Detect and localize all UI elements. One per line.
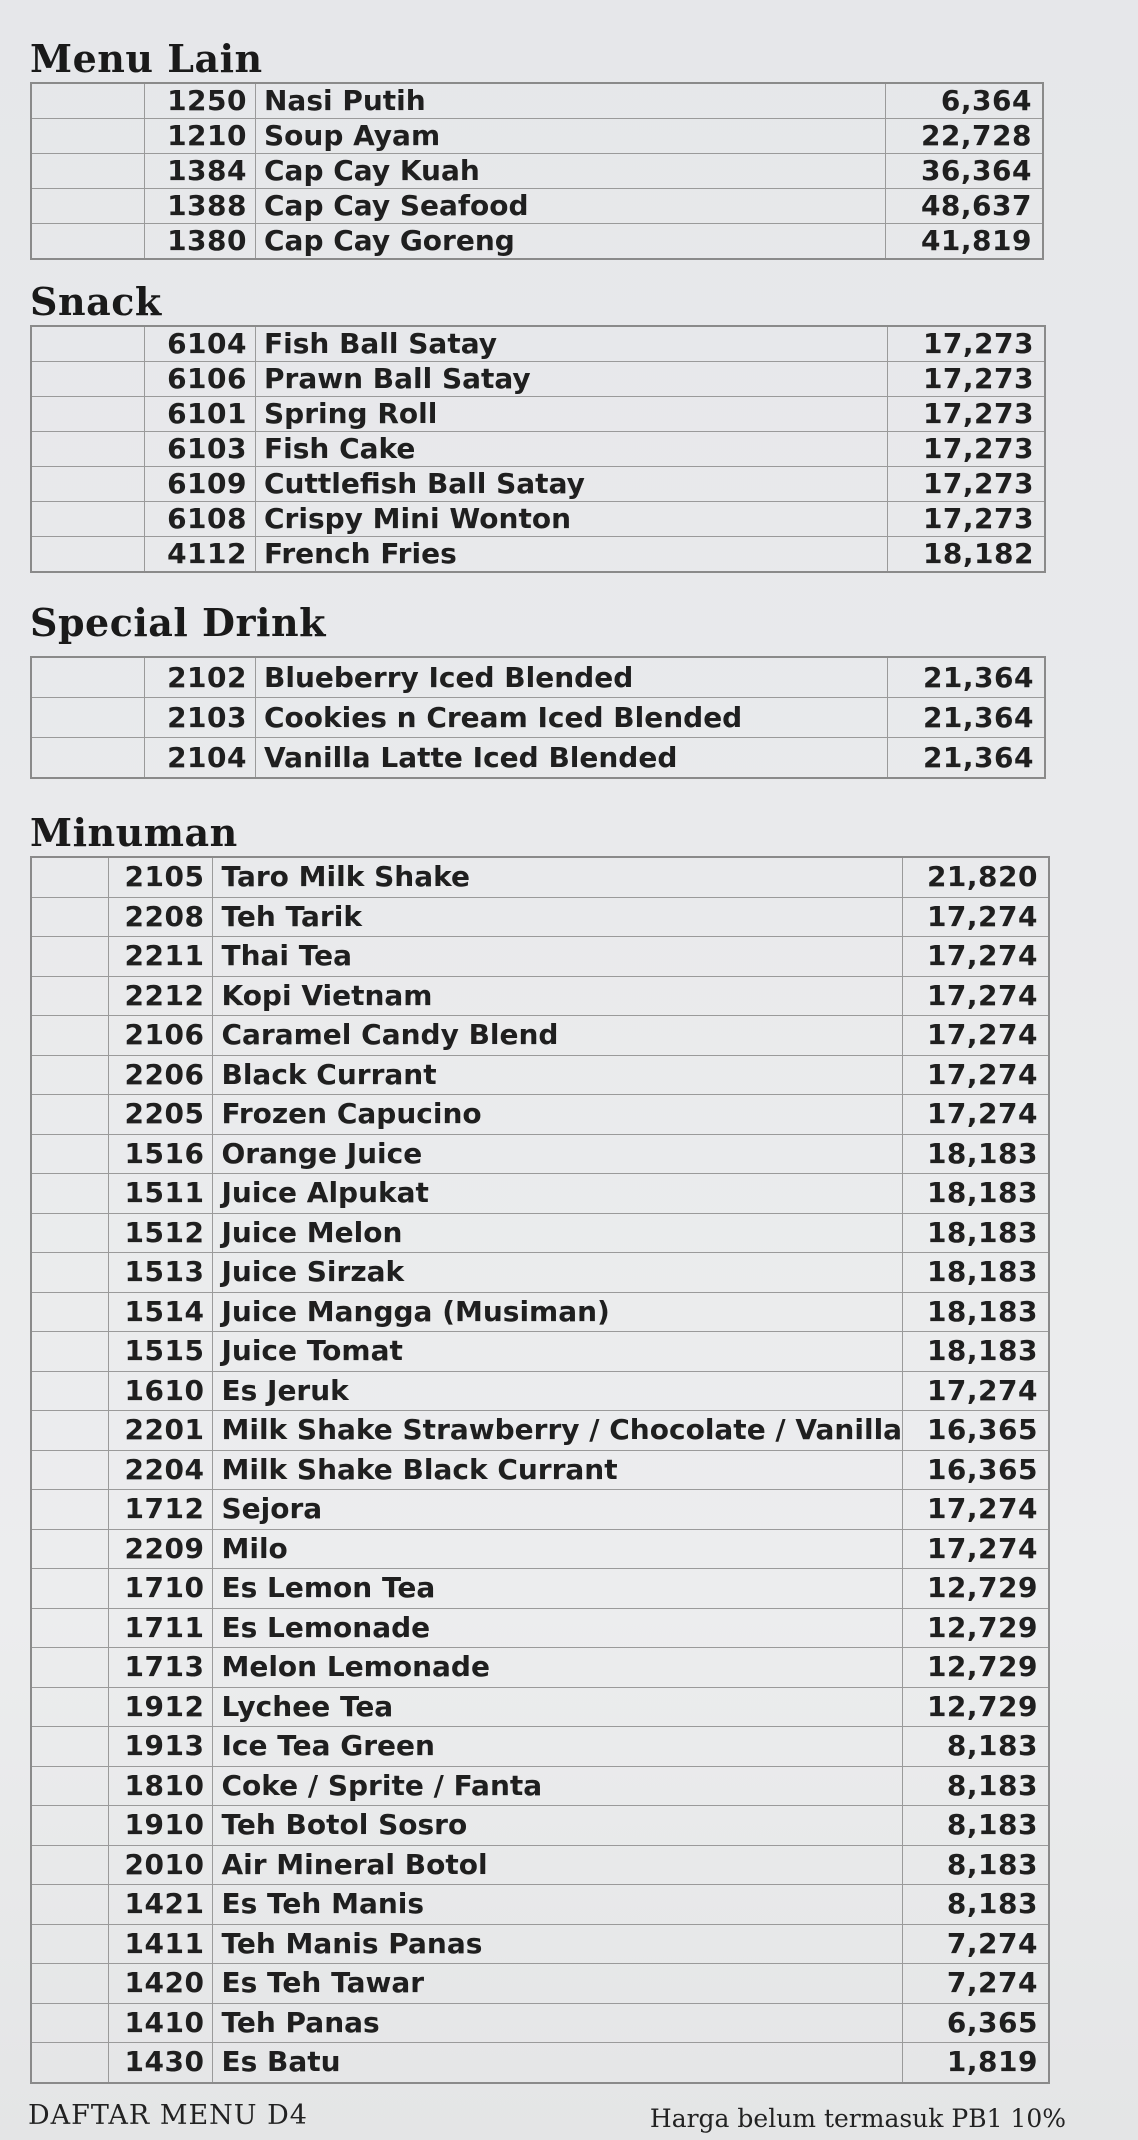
item-price: 1,819 <box>903 2043 1049 2083</box>
item-name: Teh Manis Panas <box>213 1924 903 1964</box>
item-name: Es Batu <box>213 2043 903 2083</box>
blank-cell <box>31 1885 109 1925</box>
table-row <box>31 467 1045 502</box>
item-price: 17,273 <box>888 397 1046 432</box>
item-code: 6109 <box>145 467 256 502</box>
table-row <box>31 897 1049 937</box>
blank-cell <box>31 976 109 1016</box>
blank-cell <box>31 326 145 362</box>
item-price: 18,183 <box>903 1134 1049 1174</box>
blank-cell <box>31 1253 109 1293</box>
item-code: 4112 <box>145 537 256 573</box>
blank-cell <box>31 83 145 119</box>
item-code: 2102 <box>145 657 256 698</box>
table-row <box>31 698 1045 738</box>
table-row <box>31 1806 1049 1846</box>
blank-cell <box>31 1450 109 1490</box>
item-name: Taro Milk Shake <box>213 857 903 897</box>
item-price: 21,364 <box>888 698 1046 738</box>
table-row <box>31 326 1045 362</box>
table-row <box>31 1608 1049 1648</box>
section-title: Menu Lain <box>30 36 263 81</box>
item-price: 17,273 <box>888 326 1046 362</box>
item-price: 17,273 <box>888 467 1046 502</box>
blank-cell <box>31 1411 109 1451</box>
item-price: 36,364 <box>886 154 1044 189</box>
menu-table <box>30 325 1046 573</box>
item-code: 2201 <box>109 1411 213 1451</box>
table-row <box>31 1727 1049 1767</box>
item-price: 8,183 <box>903 1727 1049 1767</box>
item-name: Kopi Vietnam <box>213 976 903 1016</box>
footer-menu-label: DAFTAR MENU D4 <box>28 2100 308 2131</box>
item-name: Juice Alpukat <box>213 1174 903 1214</box>
blank-cell <box>31 1845 109 1885</box>
item-code: 1380 <box>145 224 256 260</box>
table-row <box>31 119 1043 154</box>
item-price: 6,365 <box>903 2003 1049 2043</box>
item-price: 41,819 <box>886 224 1044 260</box>
footer-tax-note: Harga belum termasuk PB1 10% <box>649 2104 1066 2133</box>
table-row <box>31 2043 1049 2083</box>
table-row <box>31 1450 1049 1490</box>
blank-cell <box>31 1213 109 1253</box>
blank-cell <box>31 1332 109 1372</box>
item-name: Cap Cay Kuah <box>256 154 886 189</box>
blank-cell <box>31 1134 109 1174</box>
table-row <box>31 1924 1049 1964</box>
item-code: 1411 <box>109 1924 213 1964</box>
item-code: 6108 <box>145 502 256 537</box>
item-name: Es Teh Tawar <box>213 1964 903 2004</box>
item-name: Juice Mangga (Musiman) <box>213 1292 903 1332</box>
blank-cell <box>31 224 145 260</box>
item-name: Milk Shake Black Currant <box>213 1450 903 1490</box>
item-price: 17,274 <box>903 897 1049 937</box>
blank-cell <box>31 1055 109 1095</box>
table-row <box>31 154 1043 189</box>
blank-cell <box>31 432 145 467</box>
item-code: 2010 <box>109 1845 213 1885</box>
item-code: 2106 <box>109 1016 213 1056</box>
item-price: 18,183 <box>903 1292 1049 1332</box>
item-code: 2208 <box>109 897 213 937</box>
item-code: 1912 <box>109 1687 213 1727</box>
blank-cell <box>31 2003 109 2043</box>
blank-cell <box>31 1174 109 1214</box>
table-row <box>31 1292 1049 1332</box>
table-row <box>31 1648 1049 1688</box>
item-code: 1910 <box>109 1806 213 1846</box>
item-name: Juice Tomat <box>213 1332 903 1372</box>
item-name: Blueberry Iced Blended <box>256 657 888 698</box>
item-code: 1712 <box>109 1490 213 1530</box>
table-row <box>31 1529 1049 1569</box>
blank-cell <box>31 1964 109 2004</box>
table-row <box>31 1845 1049 1885</box>
item-code: 1250 <box>145 83 256 119</box>
item-name: Es Teh Manis <box>213 1885 903 1925</box>
item-name: Ice Tea Green <box>213 1727 903 1767</box>
item-code: 2204 <box>109 1450 213 1490</box>
item-code: 2105 <box>109 857 213 897</box>
item-price: 48,637 <box>886 189 1044 224</box>
item-code: 1810 <box>109 1766 213 1806</box>
blank-cell <box>31 1924 109 1964</box>
item-name: Air Mineral Botol <box>213 1845 903 1885</box>
blank-cell <box>31 738 145 779</box>
item-price: 17,274 <box>903 1529 1049 1569</box>
item-name: Lychee Tea <box>213 1687 903 1727</box>
item-price: 8,183 <box>903 1885 1049 1925</box>
item-name: Caramel Candy Blend <box>213 1016 903 1056</box>
table-row <box>31 1371 1049 1411</box>
table-row <box>31 432 1045 467</box>
table-row <box>31 1213 1049 1253</box>
item-name: Fish Cake <box>256 432 888 467</box>
item-price: 22,728 <box>886 119 1044 154</box>
blank-cell <box>31 537 145 573</box>
item-code: 2205 <box>109 1095 213 1135</box>
item-price: 17,274 <box>903 1016 1049 1056</box>
menu-table <box>30 856 1050 2084</box>
blank-cell <box>31 397 145 432</box>
table-row <box>31 1253 1049 1293</box>
item-name: Es Jeruk <box>213 1371 903 1411</box>
item-code: 1913 <box>109 1727 213 1767</box>
item-code: 2103 <box>145 698 256 738</box>
item-code: 1516 <box>109 1134 213 1174</box>
table-row <box>31 1332 1049 1372</box>
blank-cell <box>31 2043 109 2083</box>
blank-cell <box>31 698 145 738</box>
table-row <box>31 397 1045 432</box>
blank-cell <box>31 119 145 154</box>
item-price: 18,182 <box>888 537 1046 573</box>
item-name: Coke / Sprite / Fanta <box>213 1766 903 1806</box>
section-title: Snack <box>30 279 162 324</box>
table-row <box>31 1964 1049 2004</box>
table-row <box>31 1174 1049 1214</box>
section-title: Special Drink <box>30 600 326 645</box>
item-code: 2209 <box>109 1529 213 1569</box>
table-row <box>31 1134 1049 1174</box>
item-code: 6106 <box>145 362 256 397</box>
table-row <box>31 1055 1049 1095</box>
item-price: 21,364 <box>888 738 1046 779</box>
blank-cell <box>31 1529 109 1569</box>
table-row <box>31 537 1045 573</box>
blank-cell <box>31 937 109 977</box>
item-price: 17,273 <box>888 432 1046 467</box>
item-price: 7,274 <box>903 1924 1049 1964</box>
item-name: Sejora <box>213 1490 903 1530</box>
menu-table <box>30 656 1046 779</box>
blank-cell <box>31 1727 109 1767</box>
item-price: 8,183 <box>903 1845 1049 1885</box>
item-code: 6101 <box>145 397 256 432</box>
table-row <box>31 1687 1049 1727</box>
blank-cell <box>31 1766 109 1806</box>
table-row <box>31 1885 1049 1925</box>
item-name: Thai Tea <box>213 937 903 977</box>
item-code: 2206 <box>109 1055 213 1095</box>
item-price: 16,365 <box>903 1450 1049 1490</box>
item-price: 21,820 <box>903 857 1049 897</box>
item-code: 1421 <box>109 1885 213 1925</box>
blank-cell <box>31 502 145 537</box>
item-name: Prawn Ball Satay <box>256 362 888 397</box>
item-price: 18,183 <box>903 1174 1049 1214</box>
blank-cell <box>31 1806 109 1846</box>
blank-cell <box>31 1687 109 1727</box>
menu-table <box>30 82 1044 260</box>
table-row <box>31 362 1045 397</box>
item-price: 17,274 <box>903 1490 1049 1530</box>
table-row <box>31 502 1045 537</box>
blank-cell <box>31 897 109 937</box>
item-name: Frozen Capucino <box>213 1095 903 1135</box>
item-price: 17,273 <box>888 362 1046 397</box>
item-code: 1713 <box>109 1648 213 1688</box>
item-name: Crispy Mini Wonton <box>256 502 888 537</box>
table-row <box>31 657 1045 698</box>
item-name: Milo <box>213 1529 903 1569</box>
item-code: 1388 <box>145 189 256 224</box>
item-name: Juice Melon <box>213 1213 903 1253</box>
item-price: 6,364 <box>886 83 1044 119</box>
item-code: 1420 <box>109 1964 213 2004</box>
blank-cell <box>31 362 145 397</box>
table-row <box>31 189 1043 224</box>
table-row <box>31 224 1043 260</box>
table-row <box>31 738 1045 779</box>
item-price: 8,183 <box>903 1766 1049 1806</box>
item-name: Es Lemonade <box>213 1608 903 1648</box>
item-price: 16,365 <box>903 1411 1049 1451</box>
item-price: 12,729 <box>903 1569 1049 1609</box>
blank-cell <box>31 154 145 189</box>
table-row <box>31 976 1049 1016</box>
item-name: Cap Cay Goreng <box>256 224 886 260</box>
blank-cell <box>31 1292 109 1332</box>
item-code: 1711 <box>109 1608 213 1648</box>
item-price: 7,274 <box>903 1964 1049 2004</box>
item-price: 17,274 <box>903 1095 1049 1135</box>
blank-cell <box>31 189 145 224</box>
item-name: Vanilla Latte Iced Blended <box>256 738 888 779</box>
item-code: 1511 <box>109 1174 213 1214</box>
item-name: Melon Lemonade <box>213 1648 903 1688</box>
table-row <box>31 1411 1049 1451</box>
blank-cell <box>31 467 145 502</box>
item-code: 1513 <box>109 1253 213 1293</box>
item-code: 2104 <box>145 738 256 779</box>
item-price: 18,183 <box>903 1253 1049 1293</box>
table-row <box>31 1016 1049 1056</box>
item-price: 17,274 <box>903 937 1049 977</box>
item-price: 17,274 <box>903 1055 1049 1095</box>
item-code: 2211 <box>109 937 213 977</box>
blank-cell <box>31 1095 109 1135</box>
blank-cell <box>31 1490 109 1530</box>
item-name: Orange Juice <box>213 1134 903 1174</box>
item-code: 6103 <box>145 432 256 467</box>
blank-cell <box>31 1648 109 1688</box>
item-name: Nasi Putih <box>256 83 886 119</box>
item-price: 12,729 <box>903 1687 1049 1727</box>
table-row <box>31 857 1049 897</box>
blank-cell <box>31 1371 109 1411</box>
item-code: 1710 <box>109 1569 213 1609</box>
item-name: Cuttlefish Ball Satay <box>256 467 888 502</box>
item-name: Black Currant <box>213 1055 903 1095</box>
blank-cell <box>31 1016 109 1056</box>
item-code: 1512 <box>109 1213 213 1253</box>
item-code: 1384 <box>145 154 256 189</box>
item-price: 8,183 <box>903 1806 1049 1846</box>
item-price: 17,273 <box>888 502 1046 537</box>
table-row <box>31 1766 1049 1806</box>
table-row <box>31 2003 1049 2043</box>
item-price: 17,274 <box>903 1371 1049 1411</box>
item-name: Cap Cay Seafood <box>256 189 886 224</box>
item-code: 1514 <box>109 1292 213 1332</box>
table-row <box>31 1569 1049 1609</box>
item-code: 1410 <box>109 2003 213 2043</box>
blank-cell <box>31 1569 109 1609</box>
table-row <box>31 83 1043 119</box>
table-row <box>31 1095 1049 1135</box>
item-name: Fish Ball Satay <box>256 326 888 362</box>
item-name: French Fries <box>256 537 888 573</box>
item-price: 18,183 <box>903 1213 1049 1253</box>
section-title: Minuman <box>30 810 238 855</box>
item-name: Teh Panas <box>213 2003 903 2043</box>
item-price: 12,729 <box>903 1648 1049 1688</box>
item-name: Spring Roll <box>256 397 888 432</box>
item-name: Juice Sirzak <box>213 1253 903 1293</box>
item-price: 21,364 <box>888 657 1046 698</box>
item-name: Soup Ayam <box>256 119 886 154</box>
item-code: 1210 <box>145 119 256 154</box>
item-name: Teh Tarik <box>213 897 903 937</box>
item-price: 17,274 <box>903 976 1049 1016</box>
item-price: 18,183 <box>903 1332 1049 1372</box>
item-code: 6104 <box>145 326 256 362</box>
item-name: Es Lemon Tea <box>213 1569 903 1609</box>
blank-cell <box>31 1608 109 1648</box>
table-row <box>31 937 1049 977</box>
table-row <box>31 1490 1049 1530</box>
item-code: 1610 <box>109 1371 213 1411</box>
blank-cell <box>31 657 145 698</box>
item-price: 12,729 <box>903 1608 1049 1648</box>
item-name: Teh Botol Sosro <box>213 1806 903 1846</box>
item-code: 1430 <box>109 2043 213 2083</box>
item-name: Cookies n Cream Iced Blended <box>256 698 888 738</box>
item-code: 2212 <box>109 976 213 1016</box>
item-code: 1515 <box>109 1332 213 1372</box>
blank-cell <box>31 857 109 897</box>
item-name: Milk Shake Strawberry / Chocolate / Vanilla <box>213 1411 903 1451</box>
